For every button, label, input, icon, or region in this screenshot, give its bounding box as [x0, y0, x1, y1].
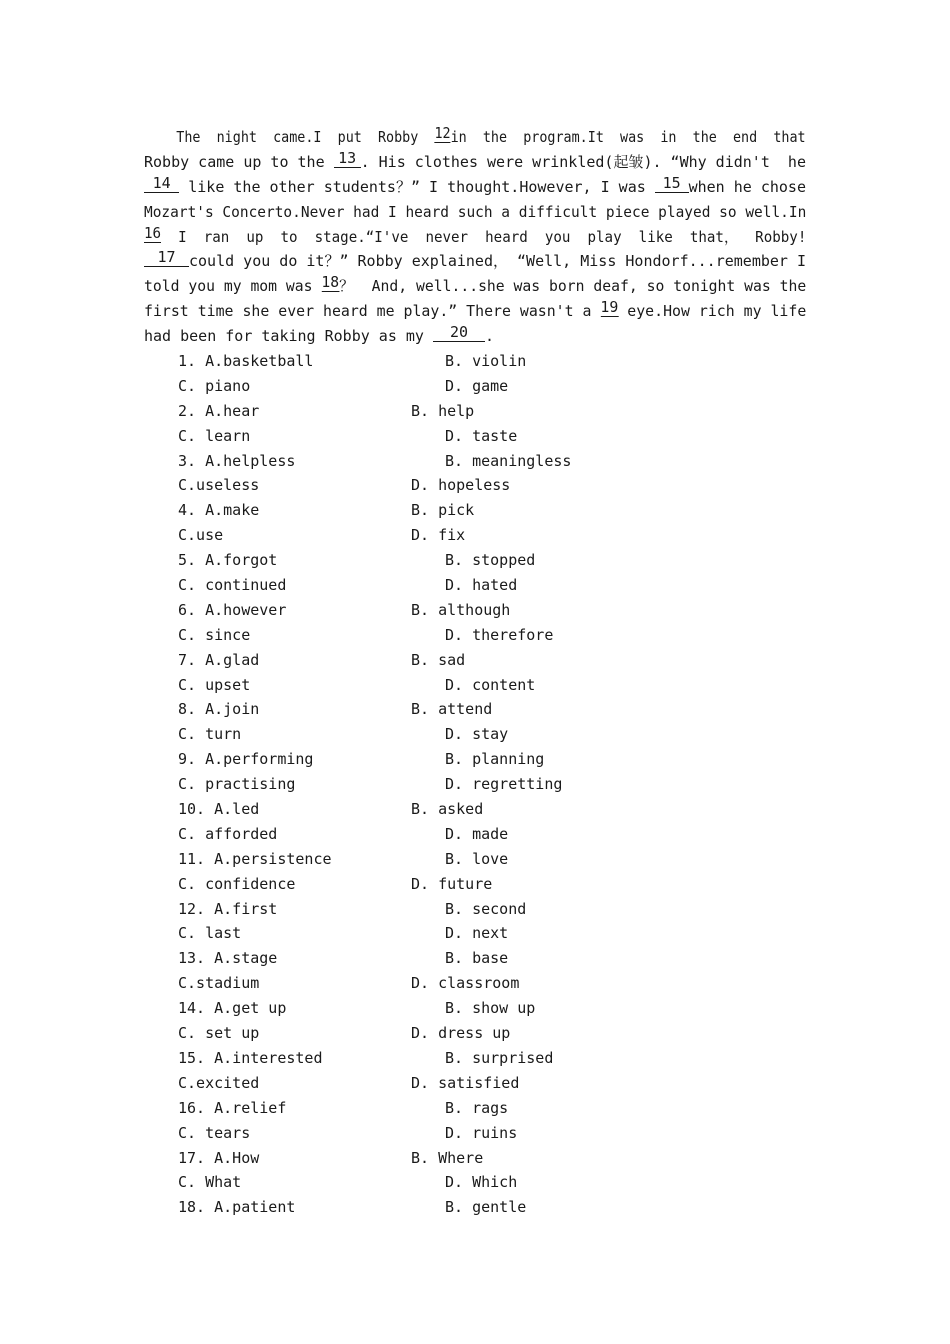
option-right: D. fix: [411, 526, 466, 545]
passage-text: .: [484, 327, 495, 346]
option-row: [178, 598, 778, 623]
blank-number-13: 13: [334, 150, 361, 168]
option-left: C. confidence: [178, 874, 296, 893]
option-right: D. ruins: [445, 1123, 518, 1142]
option-right: D. therefore: [445, 625, 554, 644]
option-row: [178, 374, 778, 399]
option-left: 9. A.performing: [178, 750, 314, 769]
option-left: C.stadium: [178, 974, 260, 993]
option-right: D. classroom: [411, 974, 520, 993]
option-left: 12. A.first: [178, 899, 278, 918]
option-left: C. learn: [178, 426, 251, 445]
passage-text: like the other students？” I thought.However, I was: [179, 177, 655, 196]
option-row: [178, 722, 778, 747]
option-row: [178, 971, 778, 996]
passage-line: [144, 324, 806, 349]
option-right: B. pick: [411, 501, 475, 520]
option-row: [178, 996, 778, 1021]
passage-line: [144, 150, 806, 175]
option-row: [178, 1146, 778, 1171]
option-right: B. although: [411, 600, 511, 619]
option-left: 4. A.make: [178, 501, 260, 520]
option-row: [178, 349, 778, 374]
option-right: B. asked: [411, 800, 484, 819]
option-row: [178, 473, 778, 498]
blank-number-15: 15: [655, 175, 689, 193]
option-right: D. stay: [445, 725, 509, 744]
option-left: C. turn: [178, 725, 242, 744]
option-left: C. continued: [178, 576, 287, 595]
option-row: [178, 424, 778, 449]
option-right: D. dress up: [411, 1024, 511, 1043]
option-left: 17. A.How: [178, 1148, 260, 1167]
passage-text: Mozart's Concerto.Never had I heard such a difficult piece played so well.In: [144, 202, 807, 221]
option-row: [178, 747, 778, 772]
passage-text: told you my mom was: [144, 277, 322, 296]
passage-text: eye.How rich my life: [618, 302, 807, 321]
blank-number-19: 19: [600, 298, 619, 317]
option-right: B. attend: [411, 700, 493, 719]
option-left: C. practising: [178, 775, 296, 794]
blank-number-18: 18: [321, 273, 340, 292]
passage-text: first time she ever heard me play.” There wasn't a: [144, 302, 601, 321]
blank-number-12: 12: [434, 124, 451, 142]
option-row: [178, 921, 778, 946]
cloze-passage: [144, 125, 806, 349]
option-left: C. set up: [178, 1024, 260, 1043]
option-left: C. piano: [178, 376, 251, 395]
option-row: [178, 648, 778, 673]
option-right: B. Where: [411, 1148, 484, 1167]
option-row: [178, 897, 778, 922]
option-row: [178, 872, 778, 897]
option-left: C.excited: [178, 1073, 260, 1092]
option-row: [178, 573, 778, 598]
passage-text: I ran up to stage.“I've never heard you play like that， Robby!: [161, 227, 807, 246]
passage-line: [144, 298, 807, 324]
option-left: 13. A.stage: [178, 949, 278, 968]
answer-options: [178, 349, 778, 1220]
option-right: D. Which: [445, 1173, 518, 1192]
option-left: 6. A.however: [178, 600, 287, 619]
option-left: 14. A.get up: [178, 999, 287, 1018]
option-right: B. planning: [445, 750, 545, 769]
option-row: [178, 673, 778, 698]
passage-line: [144, 124, 806, 150]
option-row: [178, 1071, 778, 1096]
option-right: B. gentle: [445, 1198, 527, 1217]
option-left: 16. A.relief: [178, 1098, 287, 1117]
option-left: 18. A.patient: [178, 1198, 296, 1217]
option-row: [178, 1195, 778, 1220]
option-right: B. base: [445, 949, 509, 968]
option-row: [178, 797, 778, 822]
option-left: C. since: [178, 625, 251, 644]
option-right: B. love: [445, 849, 509, 868]
option-left: C.useless: [178, 476, 260, 495]
option-row: [178, 399, 778, 424]
option-right: B. stopped: [445, 551, 536, 570]
option-left: 2. A.hear: [178, 401, 260, 420]
option-right: D. next: [445, 924, 509, 943]
option-right: B. rags: [445, 1098, 509, 1117]
option-left: 5. A.forgot: [178, 551, 278, 570]
option-row: [178, 772, 778, 797]
option-right: B. violin: [445, 352, 527, 370]
option-right: B. sad: [411, 650, 466, 669]
option-left: 3. A.helpless: [178, 451, 296, 470]
option-right: B. second: [445, 899, 527, 918]
option-left: 8. A.join: [178, 700, 260, 719]
blank-number-16: 16: [144, 223, 162, 242]
option-row: [178, 1021, 778, 1046]
option-row: [178, 822, 778, 847]
option-row: [178, 1121, 778, 1146]
passage-text: ？ And, well...she was born deaf, so tonight was the: [339, 277, 807, 296]
passage-line: [144, 175, 806, 200]
option-row: [178, 1046, 778, 1071]
passage-line: [144, 273, 807, 299]
option-right: D. made: [445, 824, 509, 843]
option-right: B. help: [411, 401, 475, 420]
option-right: D. hated: [445, 576, 518, 595]
passage-line: [144, 200, 807, 225]
option-row: [178, 523, 778, 548]
option-left: 11. A.persistence: [178, 849, 332, 868]
option-left: C. last: [178, 924, 242, 943]
passage-text: could you do it？” Robby explained， “Well, Miss Hondorf...remember I: [189, 252, 806, 271]
option-left: C. afforded: [178, 824, 278, 843]
option-right: D. content: [445, 675, 536, 694]
option-left: C. upset: [178, 675, 251, 694]
option-row: [178, 697, 778, 722]
passage-line: [144, 249, 806, 274]
option-left: 1. A.basketball: [178, 352, 314, 370]
passage-text: had been for taking Robby as my: [144, 327, 433, 346]
passage-text: when he chose: [688, 177, 806, 196]
option-left: C. tears: [178, 1123, 251, 1142]
option-right: B. show up: [445, 999, 536, 1018]
option-right: D. hopeless: [411, 476, 511, 495]
option-left: 15. A.interested: [178, 1048, 323, 1067]
option-row: [178, 847, 778, 872]
option-left: C.use: [178, 526, 224, 545]
option-row: [178, 1096, 778, 1121]
option-right: B. surprised: [445, 1048, 554, 1067]
blank-number-20: 20: [433, 324, 485, 342]
passage-text: . His clothes were wrinkled(起皱). “Why didn't he: [360, 152, 806, 171]
option-left: C. What: [178, 1173, 242, 1192]
option-right: D. taste: [445, 426, 518, 445]
option-row: [178, 449, 778, 474]
passage-text: in the program.It was in the end that: [450, 128, 806, 146]
passage-text: Robby came up to the: [144, 152, 334, 171]
blank-number-17: 17: [144, 249, 189, 267]
option-right: D. satisfied: [411, 1073, 520, 1092]
option-row: [178, 623, 778, 648]
option-right: D. game: [445, 376, 509, 395]
option-row: [178, 548, 778, 573]
blank-number-14: 14: [144, 175, 179, 193]
option-row: [178, 946, 778, 971]
option-left: 10. A.led: [178, 800, 260, 819]
passage-line: [144, 223, 807, 250]
passage-text: The night came.I put Robby: [144, 128, 435, 146]
option-row: [178, 1170, 778, 1195]
option-left: 7. A.glad: [178, 650, 260, 669]
option-right: D. future: [411, 874, 493, 893]
option-right: D. regretting: [445, 775, 563, 794]
option-right: B. meaningless: [445, 451, 572, 470]
option-row: [178, 498, 778, 523]
